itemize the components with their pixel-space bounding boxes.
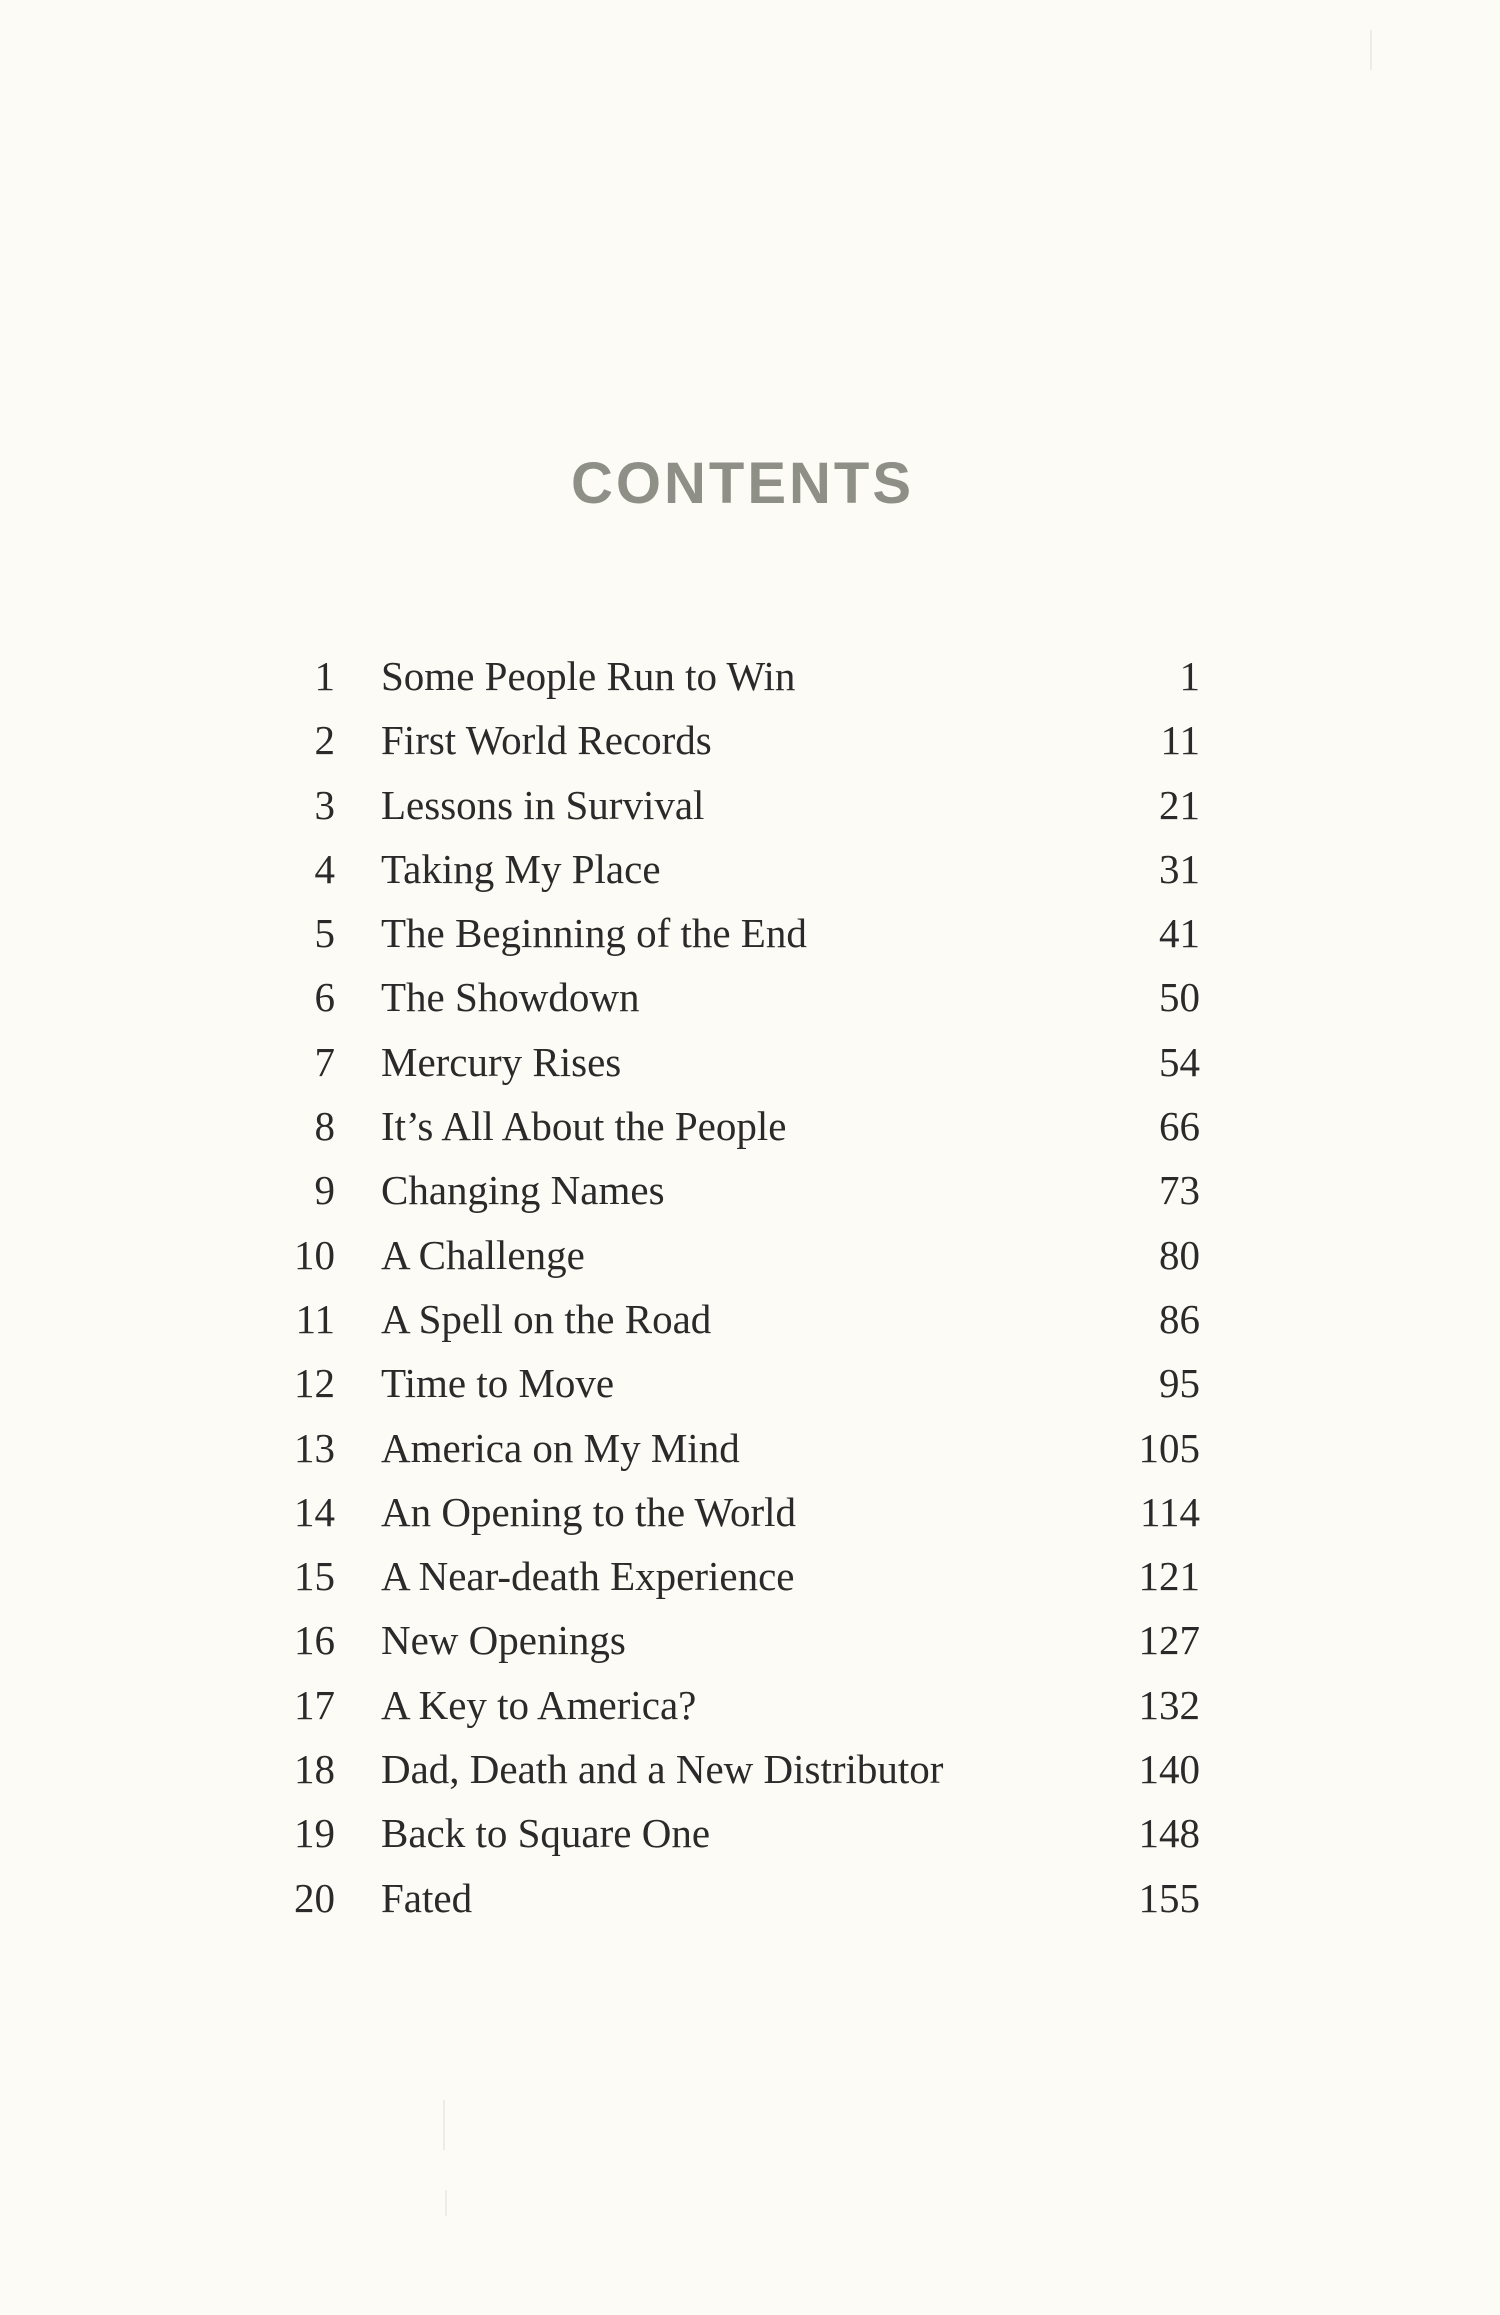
chapter-number: 10 (294, 1231, 335, 1278)
toc-entry[interactable] (260, 773, 1200, 837)
chapter-number: 9 (314, 1167, 335, 1214)
page-number: 80 (1159, 1231, 1200, 1278)
chapter-title: It’s All About the People (381, 1103, 787, 1150)
chapter-title: Changing Names (381, 1167, 665, 1214)
chapter-number: 18 (294, 1746, 335, 1793)
chapter-title: Back to Square One (381, 1810, 711, 1857)
toc-entry[interactable] (260, 1801, 1200, 1865)
toc-entry[interactable] (260, 1158, 1200, 1222)
chapter-number: 8 (314, 1103, 335, 1150)
toc-entry[interactable] (260, 1608, 1200, 1672)
scan-mark (1370, 30, 1372, 70)
toc-entry[interactable] (260, 1030, 1200, 1094)
chapter-title: Lessons in Survival (381, 781, 705, 828)
chapter-title: America on My Mind (381, 1424, 740, 1471)
chapter-number: 2 (314, 717, 335, 764)
page-number: 11 (1160, 717, 1200, 764)
scan-mark (443, 2100, 445, 2150)
chapter-title: Fated (381, 1874, 473, 1921)
chapter-number: 13 (294, 1424, 335, 1471)
page-number: 54 (1159, 1038, 1200, 1085)
table-of-contents (260, 644, 1200, 1930)
toc-entry[interactable] (260, 1094, 1200, 1158)
toc-entry[interactable] (260, 1223, 1200, 1287)
chapter-title: Mercury Rises (381, 1038, 622, 1085)
chapter-number: 1 (314, 653, 335, 699)
toc-entry[interactable] (260, 1480, 1200, 1544)
chapter-title: An Opening to the World (381, 1488, 797, 1535)
toc-entry[interactable] (260, 708, 1200, 772)
chapter-title: New Openings (381, 1617, 626, 1664)
toc-entry[interactable] (260, 965, 1200, 1029)
page-number: 140 (1138, 1746, 1200, 1793)
chapter-title: A Key to America? (381, 1681, 697, 1728)
chapter-number: 19 (294, 1810, 335, 1857)
page-number: 66 (1159, 1103, 1200, 1150)
chapter-title: The Beginning of the End (381, 910, 807, 957)
page-number: 132 (1138, 1681, 1200, 1728)
toc-entry[interactable] (260, 1544, 1200, 1608)
chapter-number: 11 (295, 1295, 335, 1342)
toc-entry[interactable] (260, 1416, 1200, 1480)
chapter-title: A Spell on the Road (381, 1295, 712, 1342)
chapter-number: 20 (294, 1874, 335, 1921)
toc-entry[interactable] (260, 644, 1200, 708)
chapter-number: 5 (314, 910, 335, 957)
scan-mark (445, 2190, 447, 2216)
page-number: 50 (1159, 974, 1200, 1021)
chapter-number: 16 (294, 1617, 335, 1664)
chapter-title: Time to Move (381, 1360, 615, 1407)
page-number: 1 (1179, 653, 1200, 699)
toc-entry[interactable] (260, 1287, 1200, 1351)
page-number: 127 (1138, 1617, 1200, 1664)
page-number: 95 (1159, 1360, 1200, 1407)
page-number: 41 (1159, 910, 1200, 957)
toc-entry[interactable] (260, 901, 1200, 965)
chapter-title: The Showdown (381, 974, 640, 1021)
chapter-number: 15 (294, 1553, 335, 1600)
chapter-title: A Near-death Experience (381, 1553, 795, 1600)
page-number: 114 (1140, 1488, 1200, 1535)
toc-entry[interactable] (260, 1673, 1200, 1737)
chapter-number: 7 (314, 1038, 335, 1085)
toc-entry[interactable] (260, 837, 1200, 901)
chapter-number: 17 (294, 1681, 335, 1728)
chapter-title: Dad, Death and a New Distributor (381, 1746, 944, 1793)
chapter-title: A Challenge (381, 1231, 585, 1278)
toc-entry[interactable] (260, 1351, 1200, 1415)
chapter-number: 6 (314, 974, 335, 1021)
page-number: 73 (1159, 1167, 1200, 1214)
page-number: 148 (1138, 1810, 1200, 1857)
page-number: 155 (1138, 1874, 1200, 1921)
chapter-title: Taking My Place (381, 845, 661, 892)
chapter-title: First World Records (381, 717, 712, 764)
chapter-number: 4 (314, 845, 335, 892)
chapter-title: Some People Run to Win (381, 653, 796, 699)
toc-entry[interactable] (260, 1866, 1200, 1930)
contents-title: CONTENTS (571, 451, 914, 516)
page-number: 121 (1138, 1553, 1200, 1600)
page-number: 86 (1159, 1295, 1200, 1342)
chapter-number: 12 (294, 1360, 335, 1407)
toc-entry[interactable] (260, 1737, 1200, 1801)
page-number: 31 (1159, 845, 1200, 892)
page-number: 105 (1138, 1424, 1200, 1471)
page-number: 21 (1159, 781, 1200, 828)
chapter-number: 14 (294, 1488, 335, 1535)
chapter-number: 3 (314, 781, 335, 828)
